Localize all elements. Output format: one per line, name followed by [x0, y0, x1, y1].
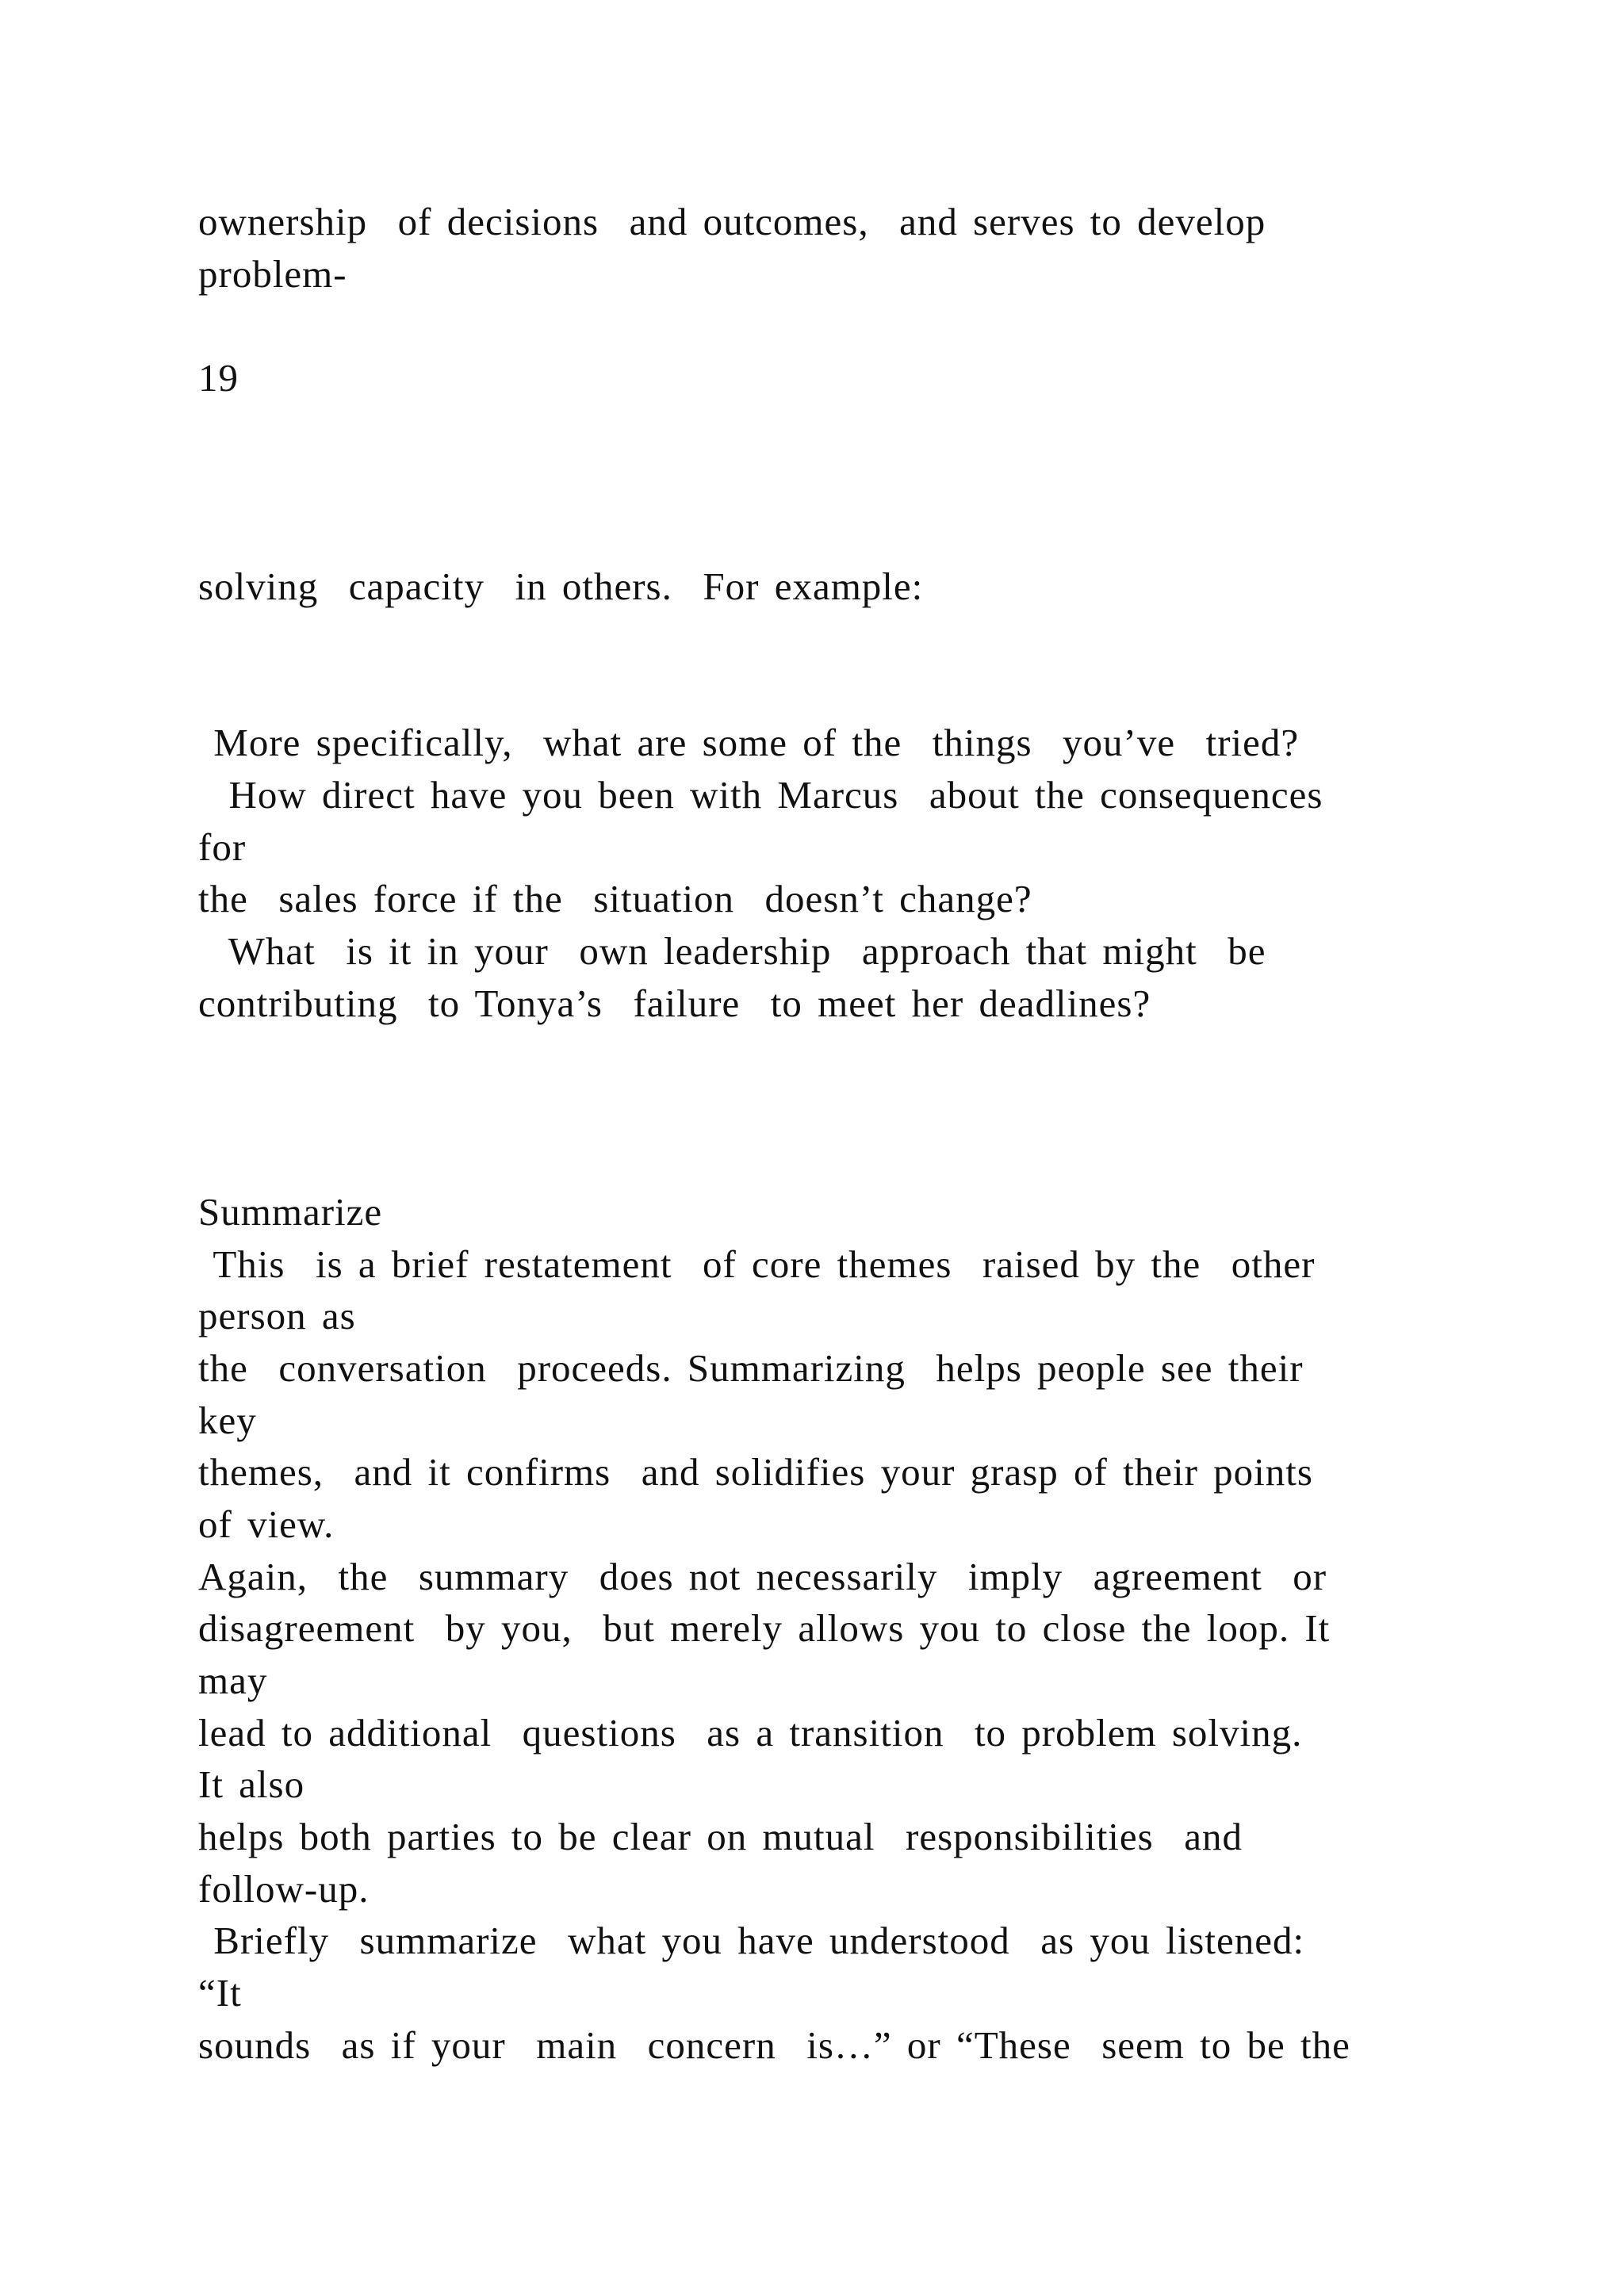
text-line: “It [198, 1971, 242, 2015]
text-line: ownership of decisions and outcomes, and serves to develop [198, 200, 1266, 243]
text-line: key [198, 1399, 257, 1442]
text-line: How direct have you been with Marcus about the consequences [198, 773, 1323, 817]
text-line: helps both parties to be clear on mutual responsibilities and [198, 1815, 1243, 1858]
text-line: may [198, 1659, 268, 1702]
text-line: More specifically, what are some of the things you’ve tried? [198, 721, 1300, 764]
text-line: sounds as if your main concern is…” or “These seem to be the [198, 2023, 1350, 2067]
text-line: lead to additional questions as a transition to problem solving. [198, 1711, 1303, 1755]
text-line: problem- [198, 252, 347, 296]
page-number: 19 [198, 356, 239, 400]
text-line: for [198, 825, 247, 869]
text-line: person as [198, 1294, 356, 1337]
text-line: follow-up. [198, 1867, 370, 1911]
text-line: of view. [198, 1502, 335, 1546]
text-line: the conversation proceeds. Summarizing helps people see their [198, 1346, 1304, 1390]
text-line: the sales force if the situation doesn’t change? [198, 877, 1032, 920]
text-line: What is it in your own leadership approach that might be [198, 929, 1266, 973]
text-line: solving capacity in others. For example: [198, 564, 924, 608]
section-heading: Summarize [198, 1190, 383, 1234]
text-line: It also [198, 1762, 305, 1806]
text-line: disagreement by you, but merely allows you to close the loop. It [198, 1606, 1331, 1650]
text-line: Again, the summary does not necessarily imply agreement or [198, 1555, 1327, 1598]
text-line: themes, and it confirms and solidifies your grasp of their points [198, 1450, 1313, 1494]
text-line: contributing to Tonya’s failure to meet her deadlines? [198, 982, 1151, 1025]
text-line: This is a brief restatement of core themes raised by the other [198, 1242, 1316, 1286]
text-line: Briefly summarize what you have understood as you listened: [198, 1919, 1305, 1962]
